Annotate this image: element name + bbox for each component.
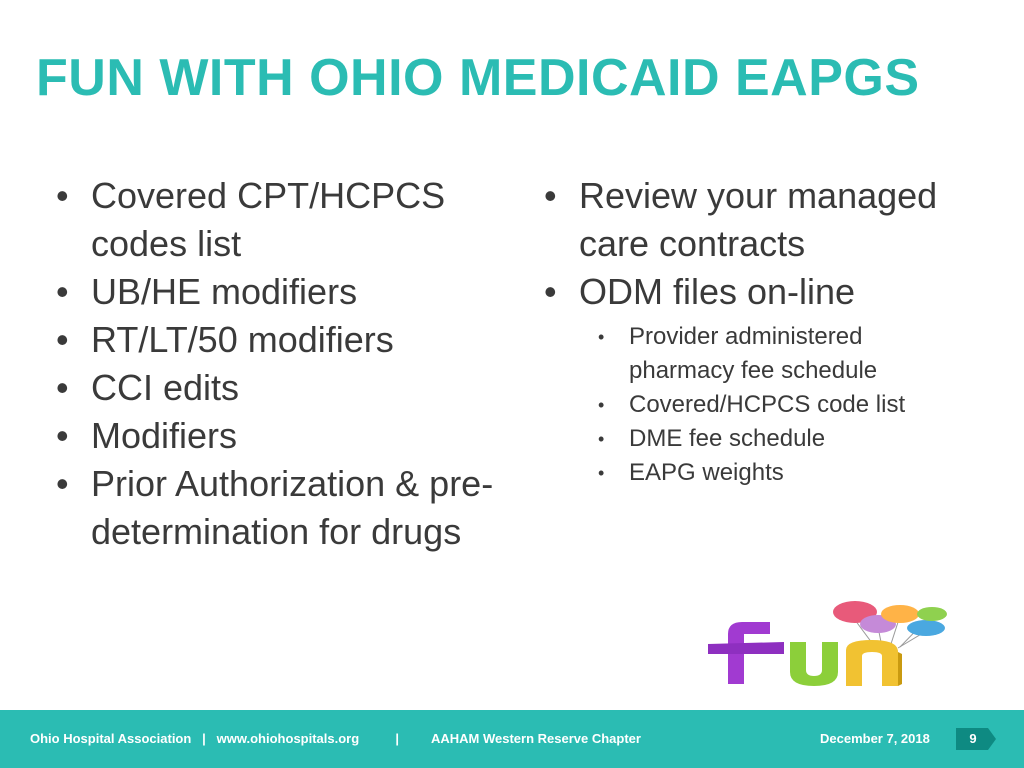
bullet-text: Modifiers bbox=[91, 415, 238, 456]
bullet-icon: • bbox=[598, 395, 605, 415]
bullet-text: ODM files on-line bbox=[579, 271, 856, 312]
sub-list-item bbox=[579, 456, 964, 490]
sub-bullet-text: Covered/HCPCS code list bbox=[629, 391, 906, 418]
bullet-icon: • bbox=[56, 271, 69, 312]
list-item bbox=[56, 268, 496, 316]
bullet-icon: • bbox=[598, 463, 605, 483]
fun-letter-n-shadow bbox=[898, 652, 902, 686]
sub-list-item bbox=[579, 320, 964, 388]
fun-balloons-image bbox=[700, 592, 950, 692]
sub-bullet-text: EAPG weights bbox=[629, 459, 784, 486]
footer-chapter: AAHAM Western Reserve Chapter bbox=[430, 731, 641, 746]
balloon-icon bbox=[907, 620, 945, 636]
bullet-text: UB/HE modifiers bbox=[91, 271, 358, 312]
bullet-text: RT/LT/50 modifiers bbox=[91, 319, 394, 360]
list-item bbox=[56, 316, 496, 364]
list-item bbox=[544, 268, 964, 490]
sub-bullet-text: DME fee schedule bbox=[629, 425, 826, 452]
footer-separator: | bbox=[395, 731, 399, 746]
footer-org: Ohio Hospital Association bbox=[30, 731, 192, 746]
fun-letter-f-bar bbox=[708, 642, 784, 654]
balloon-icon bbox=[881, 605, 919, 623]
bullet-icon: • bbox=[544, 271, 557, 312]
page-number: 9 bbox=[969, 731, 977, 746]
bullet-text: Prior Authorization & pre-determination for drugs bbox=[91, 463, 494, 552]
sub-bullet-text: Provider administered pharmacy fee schedule bbox=[629, 323, 878, 384]
balloon-icon bbox=[917, 607, 947, 621]
list-item bbox=[56, 364, 496, 412]
bullet-icon: • bbox=[56, 415, 69, 456]
left-bullet-list bbox=[56, 172, 496, 556]
bullet-icon: • bbox=[56, 463, 69, 504]
footer-bar bbox=[0, 710, 1024, 768]
footer-website: www.ohiohospitals.org bbox=[216, 731, 360, 746]
sub-list-item bbox=[579, 388, 964, 422]
list-item bbox=[56, 460, 496, 556]
list-item bbox=[56, 412, 496, 460]
bullet-icon: • bbox=[56, 319, 69, 360]
list-item bbox=[56, 172, 496, 268]
footer-date: December 7, 2018 bbox=[820, 731, 930, 746]
bullet-text: CCI edits bbox=[91, 367, 240, 408]
bullet-text: Review your managed care contracts bbox=[579, 175, 938, 264]
page-number-badge bbox=[956, 728, 996, 750]
fun-letter-n bbox=[846, 640, 898, 686]
right-bullet-list bbox=[544, 172, 964, 490]
list-item bbox=[544, 172, 964, 268]
bullet-icon: • bbox=[56, 175, 69, 216]
bullet-icon: • bbox=[544, 175, 557, 216]
footer-info bbox=[30, 731, 641, 746]
bullet-text: Covered CPT/HCPCS codes list bbox=[91, 175, 446, 264]
bullet-icon: • bbox=[598, 327, 605, 347]
odm-files-sub-list bbox=[579, 316, 964, 490]
footer-separator: | bbox=[202, 731, 206, 746]
slide-title: FUN WITH OHIO MEDICAID EAPGS bbox=[36, 49, 920, 107]
bullet-icon: • bbox=[56, 367, 69, 408]
sub-list-item bbox=[579, 422, 964, 456]
fun-letter-u bbox=[790, 642, 838, 686]
bullet-icon: • bbox=[598, 429, 605, 449]
